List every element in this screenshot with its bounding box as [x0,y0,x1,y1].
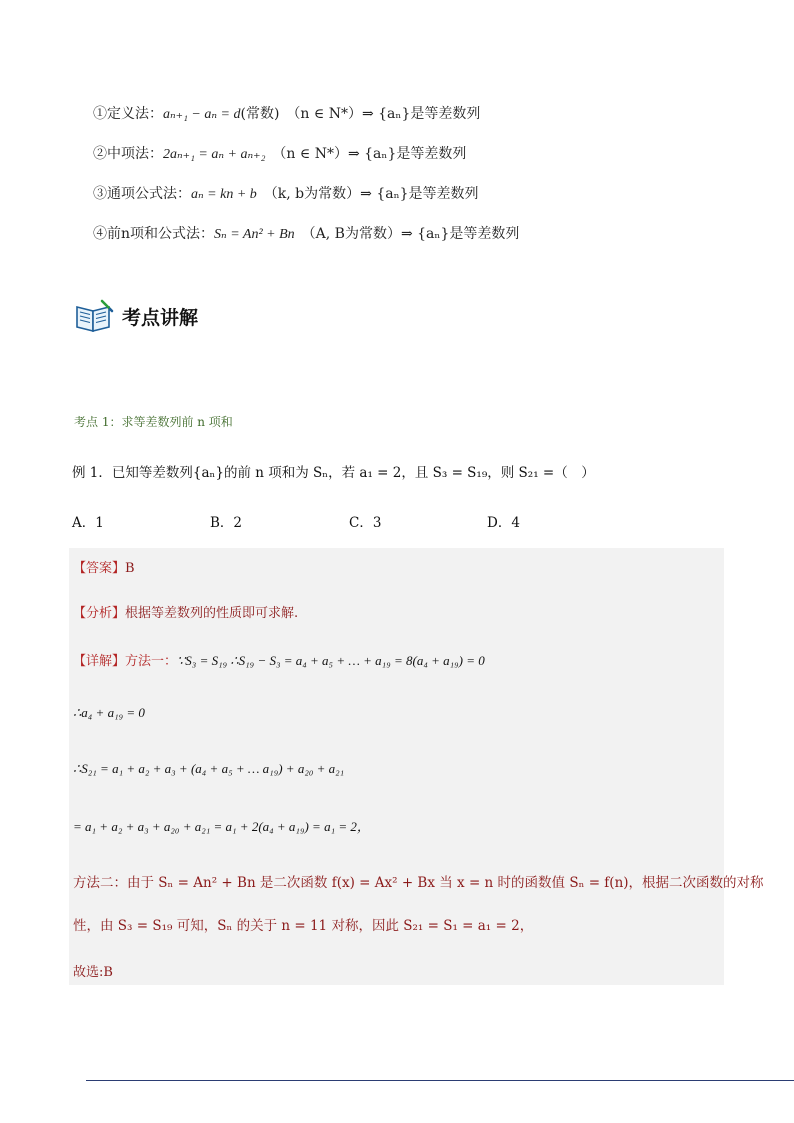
method-middle-term: ②中项法：2aₙ₊₁ = aₙ + aₙ₊₂ （n ∈ N*）⇒ {aₙ}是等差数列 [93,146,467,162]
method-sum-formula: ④前n项和公式法：Sₙ = An² + Bn （A, B为常数）⇒ {aₙ}是等差数列 [93,226,520,242]
point-title: 考点 1：求等差数列前 n 项和 [74,415,233,429]
method-general-term: ③通项公式法：aₙ = kn + b （k, b为常数）⇒ {aₙ}是等差数列 [93,186,479,202]
footer-divider [86,1080,794,1081]
option-a: A．1 [72,515,104,531]
final-choice: 故选:B [73,965,113,980]
section-title: 考点讲解 [122,306,199,329]
analysis-line: 【分析】根据等差数列的性质即可求解. [73,606,299,621]
derivation-line-3: ∴S₂₁ = a₁ + a₂ + a₃ + (a₄ + a₅ + … a₁₉) + a₂₀ + a₂₁ [73,761,345,776]
derivation-line-2: ∴a₄ + a₁₉ = 0 [73,705,145,720]
method-two-line-2: 性，由 S₃ = S₁₉ 可知，Sₙ 的关于 n = 11 对称，因此 S₂₁ = S₁ = a₁ = 2， [73,918,534,934]
open-book-icon [74,298,114,334]
option-b: B．2 [210,515,243,531]
solution-box [69,548,764,985]
example-question: 例 1．已知等差数列{aₙ}的前 n 项和为 Sₙ，若 a₁ = 2，且 S₃ = S₁₉，则 S₂₁ =（ ） [72,465,595,481]
option-d: D．4 [487,515,520,531]
answer-line: 【答案】B [73,561,135,576]
section-heading [74,296,198,336]
option-c: C．3 [349,515,382,531]
detail-line: 【详解】方法一：∵S₃ = S₁₉ ∴S₁₉ − S₃ = a₄ + a₅ + … + a₁₉ = 8(a₄ + a₁₉) = 0 [73,653,485,669]
derivation-line-4: = a₁ + a₂ + a₃ + a₂₀ + a₂₁ = a₁ + 2(a₄ + a₁₉) = a₁ = 2， [73,819,370,834]
method-definition: ①定义法：aₙ₊₁ − aₙ = d(常数) （n ∈ N*）⇒ {aₙ}是等差数列 [93,106,481,122]
method-two-line-1: 方法二：由于 Sₙ = An² + Bn 是二次函数 f(x) = Ax² + Bx 当 x = n 时的函数值 Sₙ = f(n)，根据二次函数的对称 [73,875,764,891]
answer-options [72,511,632,531]
